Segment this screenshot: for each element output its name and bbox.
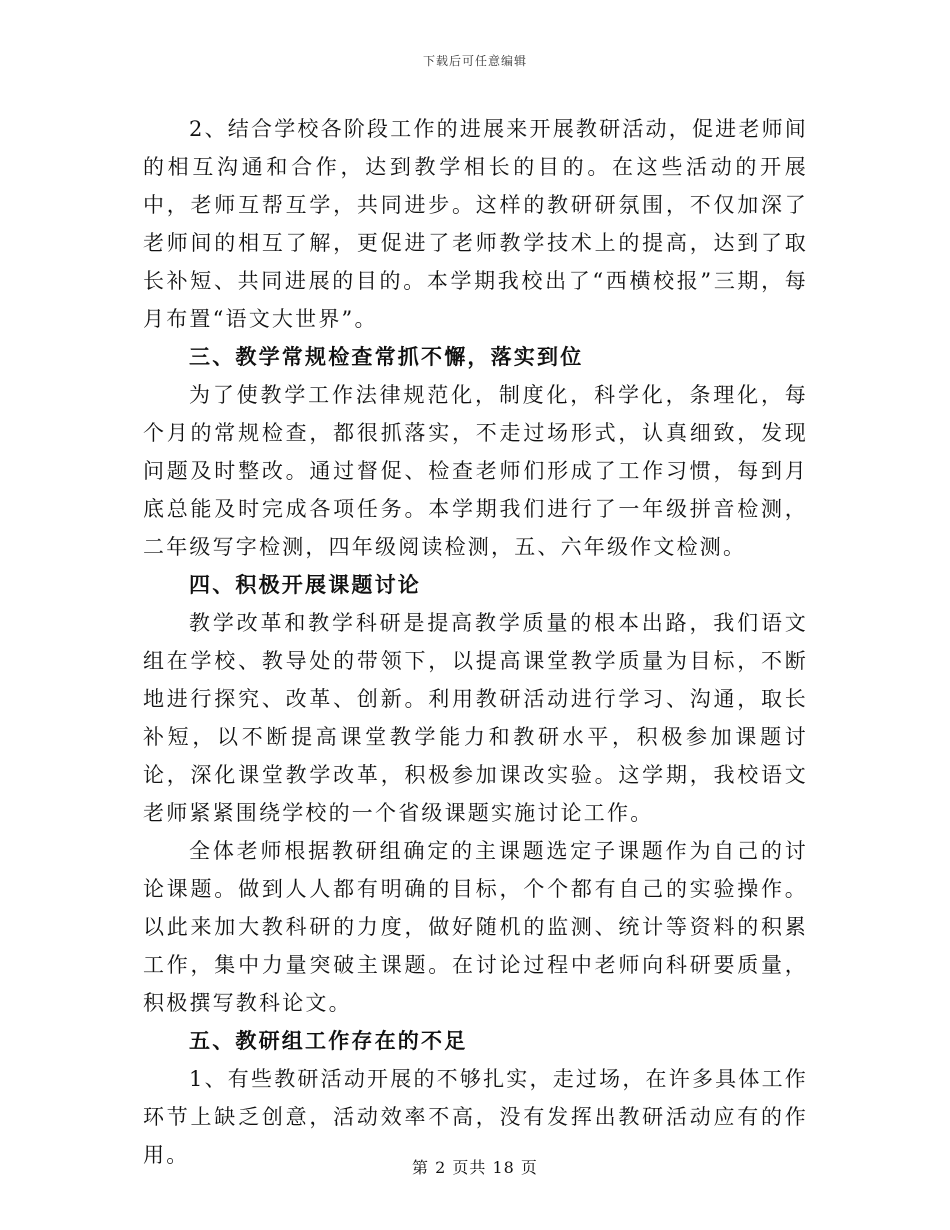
- section-heading-research-topics: 四、积极开展课题讨论: [189, 572, 421, 597]
- page-header: 下载后可任意编辑: [422, 54, 527, 68]
- document-body: [143, 110, 808, 1174]
- paragraph-routine-inspection: 为了使教学工作法律规范化，制度化，科学化，条理化，每个月的常规检查，都很抓落实，不走过场形式，认真细致，发现问题及时整改。通过督促、检查老师们形成了工作习惯，每到月底总能及时完成各项任务。本学期我们进行了一年级拼音检测，二年级写字检测，四年级阅读检测，五、六年级作文检测。: [143, 383, 808, 559]
- page-number: 第 2 页共 18 页: [412, 1158, 538, 1177]
- section-heading-routine-inspection: 三、教学常规检查常抓不懈，落实到位: [189, 344, 584, 369]
- paragraph-shortcomings: 1、有些教研活动开展的不够扎实，走过场，在许多具体工作环节上缺乏创意，活动效率不高，没有发挥出教研活动应有的作用。: [143, 1067, 808, 1167]
- paragraph-sub-topics: 全体老师根据教研组确定的主课题选定子课题作为自己的讨论课题。做到人人都有明确的目标，个个都有自己的实验操作。以此来加大教科研的力度，做好随机的监测、统计等资料的积累工作，集中力量突破主课题。在讨论过程中老师向科研要质量，积极撰写教科论文。: [143, 839, 808, 1015]
- paragraph-teaching-research-activities: 2、结合学校各阶段工作的进展来开展教研活动，促进老师间的相互沟通和合作，达到教学相长的目的。在这些活动的开展中，老师互帮互学，共同进步。这样的教研研氛围，不仅加深了老师间的相互了解，更促进了老师教学技术上的提高，达到了取长补短、共同进展的目的。本学期我校出了“西横校报”三期，每月布置“语文大世界”。: [143, 117, 808, 331]
- paragraph-research-topics: 教学改革和教学科研是提高教学质量的根本出路，我们语文组在学校、教导处的带领下，以提高课堂教学质量为目标，不断地进行探究、改革、创新。利用教研活动进行学习、沟通，取长补短，以不断提高课堂教学能力和教研水平，积极参加课题讨论，深化课堂教学改革，积极参加课改实验。这学期，我校语文老师紧紧围绕学校的一个省级课题实施讨论工作。: [143, 611, 808, 825]
- section-heading-shortcomings: 五、教研组工作存在的不足: [189, 1028, 468, 1053]
